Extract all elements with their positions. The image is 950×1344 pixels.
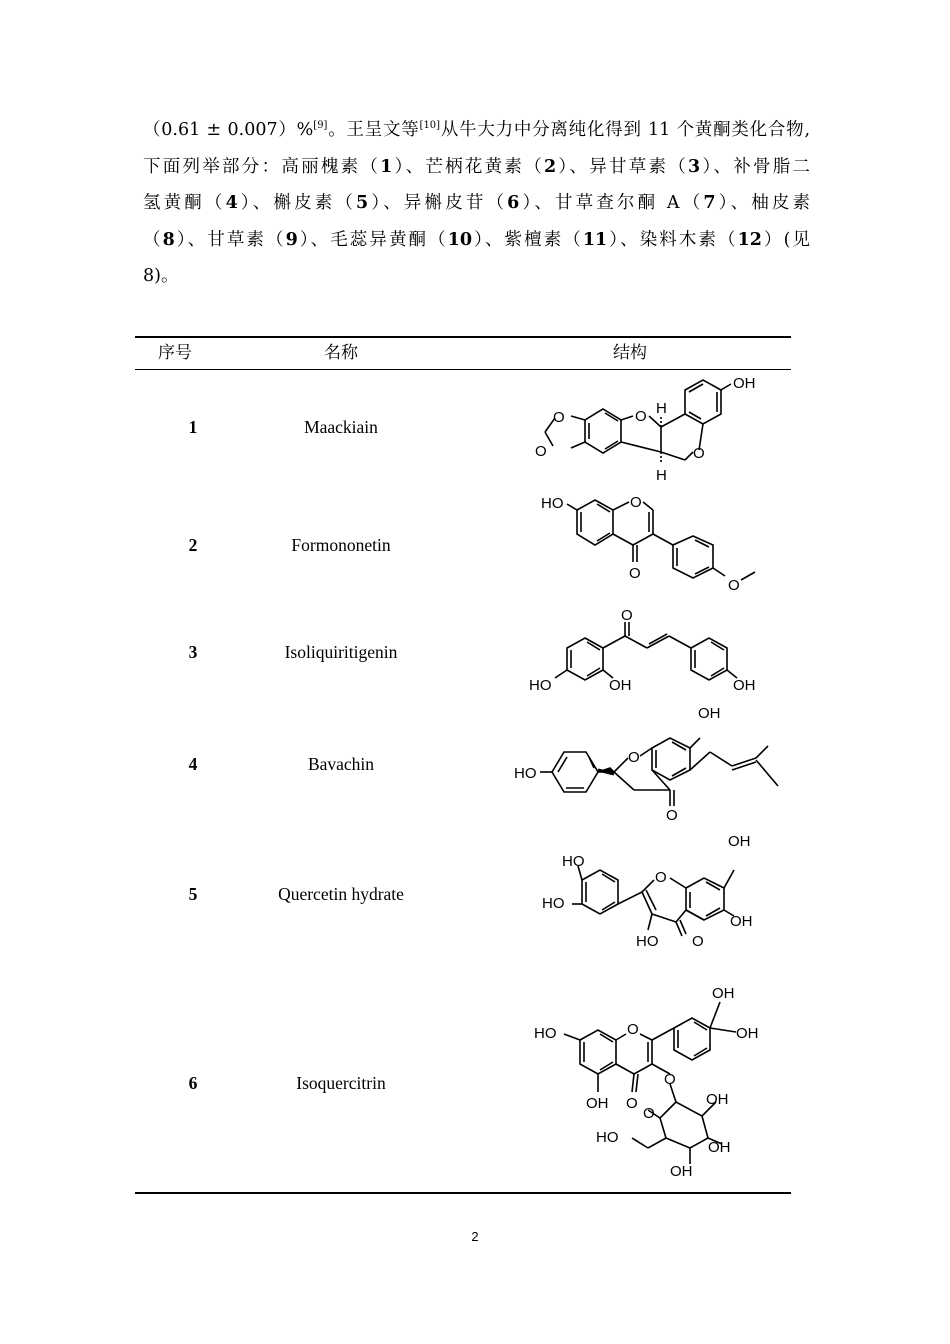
atom-label: O [626, 1095, 638, 1112]
atom-label: H [656, 400, 667, 417]
structure-isoliquiritigenin [525, 606, 775, 698]
atom-label: O [627, 1021, 639, 1038]
compound-name: Maackiain [304, 416, 378, 437]
atom-label: HO [596, 1129, 619, 1146]
atom-label: OH [706, 1091, 729, 1108]
atom-label: O [692, 933, 704, 950]
table-bottom-rule [135, 1192, 791, 1194]
atom-label: O [693, 445, 705, 462]
atom-label: O [728, 577, 740, 594]
structure-formononetin [525, 490, 775, 600]
atom-label: OH [670, 1163, 693, 1180]
atom-label: O [666, 807, 678, 824]
compound-name: Isoquercitrin [296, 1072, 386, 1093]
header-name: 名称 [324, 343, 358, 363]
paragraph-line-1: （0.61 ± 0.007）%[9]。王呈文等[10]从牛大力中分离纯化得到 11 个黄酮类化合物, [143, 120, 811, 140]
paragraph-line-3: 氢黄酮（4）、槲皮素（5）、异槲皮苷（6）、甘草查尔酮 A（7）、柚皮素 [143, 193, 811, 213]
atom-label: O [643, 1105, 655, 1122]
compound-name: Quercetin hydrate [278, 883, 404, 904]
structure-bavachin [510, 702, 785, 826]
citation-9: [9] [313, 120, 328, 131]
page-number: 2 [471, 1229, 479, 1244]
atom-label: HO [541, 495, 564, 512]
row-number: 6 [188, 1072, 198, 1093]
atom-label: OH [736, 1025, 759, 1042]
compound-name: Formononetin [291, 534, 391, 555]
atom-label: O [629, 565, 641, 582]
atom-label: OH [708, 1139, 731, 1156]
atom-label: HO [562, 853, 585, 870]
row-number: 3 [188, 641, 198, 662]
atom-label: OH [728, 833, 751, 850]
atom-label: OH [733, 375, 756, 392]
structure-maackiain [525, 372, 775, 484]
structure-isoquercitrin [530, 978, 775, 1184]
atom-label: HO [514, 765, 537, 782]
row-number: 5 [188, 883, 198, 904]
atom-label: O [664, 1071, 676, 1088]
compound-name: Bavachin [307, 753, 375, 774]
paragraph-line-5: 8)。 [143, 266, 179, 286]
row-number: 2 [188, 534, 198, 555]
paragraph-line-2: 下面列举部分：高丽槐素（1）、芒柄花黄素（2）、异甘草素（3）、补骨脂二 [143, 156, 811, 177]
table-header-rule [135, 369, 791, 370]
atom-label: OH [586, 1095, 609, 1112]
atom-label: OH [712, 985, 735, 1002]
row-number: 1 [188, 416, 198, 437]
header-structure: 结构 [613, 343, 647, 363]
atom-label: OH [730, 913, 753, 930]
atom-label: O [655, 869, 667, 886]
atom-label: HO [529, 677, 552, 694]
atom-label: O [621, 607, 633, 624]
atom-label: OH [698, 705, 721, 722]
row-number: 4 [188, 753, 198, 774]
atom-label: O [628, 749, 640, 766]
atom-label: O [635, 408, 647, 425]
body-paragraph [143, 112, 810, 295]
atom-label: HO [534, 1025, 557, 1042]
atom-label: O [553, 409, 565, 426]
structure-quercetin-hydrate [538, 830, 768, 958]
citation-10: [10] [419, 120, 441, 131]
paragraph-line-4: （8）、甘草素（9）、毛蕊异黄酮（10）、紫檀素（11）、染料木素（12）(见 [143, 229, 811, 250]
atom-label: HO [636, 933, 659, 950]
header-number: 序号 [158, 343, 192, 363]
atom-label: O [535, 443, 547, 460]
atom-label: HO [542, 895, 565, 912]
atom-label: H [656, 467, 667, 484]
compound-name: Isoliquiritigenin [284, 641, 398, 662]
atom-label: OH [733, 677, 756, 694]
atom-label: OH [609, 677, 632, 694]
atom-label: O [630, 494, 642, 511]
